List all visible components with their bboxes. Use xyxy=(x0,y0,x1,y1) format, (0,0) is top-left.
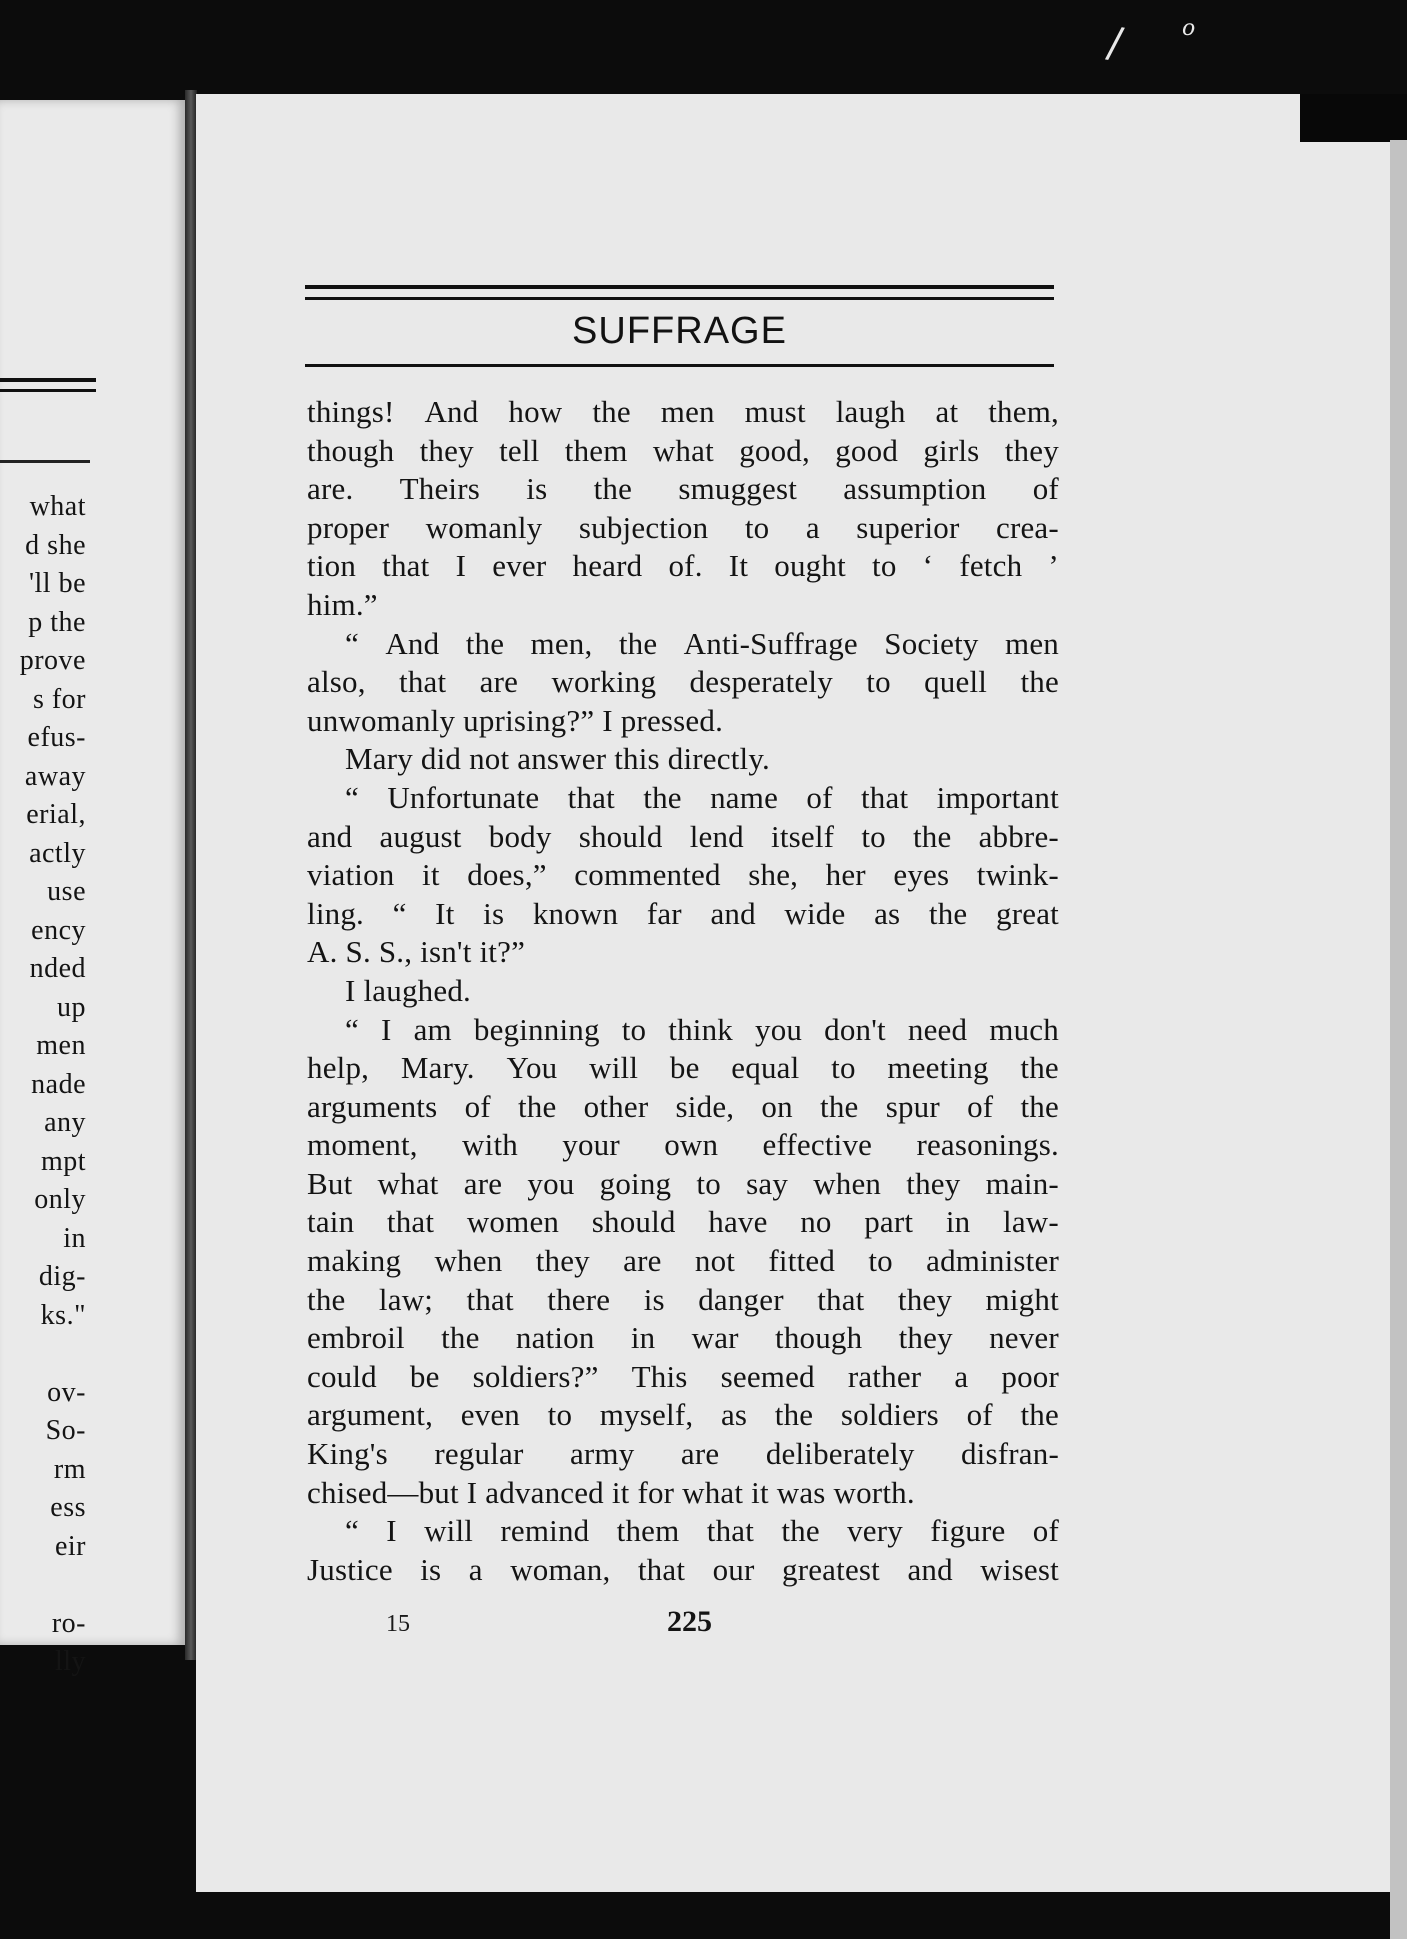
previous-page-line: nade xyxy=(31,1068,86,1100)
previous-page-line: ency xyxy=(31,914,86,946)
text-line: Justice is a woman, that our greatest and wisest xyxy=(307,1551,1059,1587)
previous-page-line: what xyxy=(29,491,86,522)
previous-page-line: mpt xyxy=(40,1145,86,1177)
previous-page-line: prove xyxy=(19,645,86,676)
text-line: proper womanly subjection to a superior crea- xyxy=(307,509,1059,545)
previous-page-line: lly xyxy=(54,1646,86,1677)
previous-page-line: men xyxy=(36,1030,86,1061)
text-line: though they tell them what good, good girls they xyxy=(307,432,1059,468)
previous-page-line: up xyxy=(57,991,86,1023)
previous-page-line: actly xyxy=(29,837,86,869)
previous-page-line: dig- xyxy=(38,1261,86,1292)
text-line: arguments of the other side, on the spur of the xyxy=(307,1088,1059,1124)
signature-mark: 15 xyxy=(386,1611,410,1637)
previous-page-line: efus- xyxy=(27,722,86,753)
text-line: help, Mary. You will be equal to meeting the xyxy=(307,1050,1059,1086)
previous-page-line: only xyxy=(34,1184,86,1215)
text-line: things! And how the men must laugh at them, xyxy=(307,394,1059,429)
text-line: But what are you going to say when they main- xyxy=(307,1165,1059,1201)
previous-page-line: away xyxy=(24,760,86,792)
previous-page-line: s for xyxy=(32,683,86,715)
text-line: unwomanly uprising?” I pressed. xyxy=(307,702,724,738)
previous-page-line: ks." xyxy=(40,1299,86,1331)
previous-page-line: use xyxy=(47,876,86,907)
text-line: ling. “ It is known far and wide as the great xyxy=(307,895,1059,931)
text-line: viation it does,” commented she, her eyes twink- xyxy=(307,857,1059,893)
text-line: the law; that there is danger that they might xyxy=(307,1281,1059,1317)
previous-page-line: ro- xyxy=(51,1607,86,1639)
text-line: tain that women should have no part in law- xyxy=(307,1204,1059,1240)
previous-page-line: ess xyxy=(50,1492,86,1523)
page-body-text xyxy=(307,393,1059,1589)
previous-page-line: d she xyxy=(25,529,86,561)
text-line: him.” xyxy=(307,586,378,622)
text-line: “ I am beginning to think you don't need much xyxy=(345,1011,1059,1047)
title-underline xyxy=(305,364,1054,367)
text-line: also, that are working desperately to quell the xyxy=(307,664,1059,700)
text-line: “ And the men, the Anti-Suffrage Society men xyxy=(345,625,1059,661)
previous-page-line: ov- xyxy=(47,1376,86,1408)
previous-page-line: So- xyxy=(45,1415,86,1446)
text-line: “ I will remind them that the very figure of xyxy=(345,1513,1059,1549)
header-rule xyxy=(305,285,1054,289)
text-line: are. Theirs is the smuggest assumption of xyxy=(307,471,1059,507)
previous-page-line: erial, xyxy=(26,799,86,830)
previous-page-line: rm xyxy=(53,1453,86,1485)
text-line: tion that I ever heard of. It ought to ‘ fetch ’ xyxy=(307,548,1059,584)
header-rule-thin xyxy=(305,297,1054,300)
previous-page-line: 'll be xyxy=(28,568,86,599)
text-line: A. S. S., isn't it?” xyxy=(307,934,526,970)
previous-page-text xyxy=(0,488,86,1682)
previous-page-line: nded xyxy=(29,953,86,984)
page-number: 225 xyxy=(667,1605,712,1638)
previous-page-line: eir xyxy=(54,1530,86,1562)
text-line: King's regular army are deliberately disfran- xyxy=(307,1436,1059,1472)
text-line: chised—but I advanced it for what it was worth. xyxy=(307,1474,915,1510)
text-line: moment, with your own effective reasonings. xyxy=(307,1127,1059,1163)
previous-page-line: p the xyxy=(28,606,86,638)
previous-page-title-rule xyxy=(0,460,90,463)
page-edge xyxy=(1390,140,1407,1939)
previous-page-line xyxy=(0,1566,86,1605)
previous-page-fragment xyxy=(0,100,185,1677)
text-line: I laughed. xyxy=(345,972,471,1008)
text-line: could be soldiers?” This seemed rather a poor xyxy=(307,1358,1059,1394)
corner-mark-o: o xyxy=(1182,16,1196,41)
scan-corner-shadow xyxy=(1300,94,1407,142)
text-line: making when they are not fitted to administer xyxy=(307,1243,1059,1279)
previous-page-line: in xyxy=(63,1222,86,1254)
running-title: SUFFRAGE xyxy=(572,310,787,352)
previous-page-line xyxy=(0,1335,86,1374)
text-line: “ Unfortunate that the name of that important xyxy=(345,779,1059,815)
previous-page-header-rules xyxy=(0,378,96,392)
text-line: and august body should lend itself to the abbre- xyxy=(307,818,1059,854)
text-line: embroil the nation in war though they never xyxy=(307,1320,1059,1356)
corner-mark-slash: / xyxy=(1103,17,1127,68)
previous-page-line: any xyxy=(44,1107,86,1138)
text-line: argument, even to myself, as the soldiers of the xyxy=(307,1397,1059,1433)
text-line: Mary did not answer this directly. xyxy=(345,741,770,777)
